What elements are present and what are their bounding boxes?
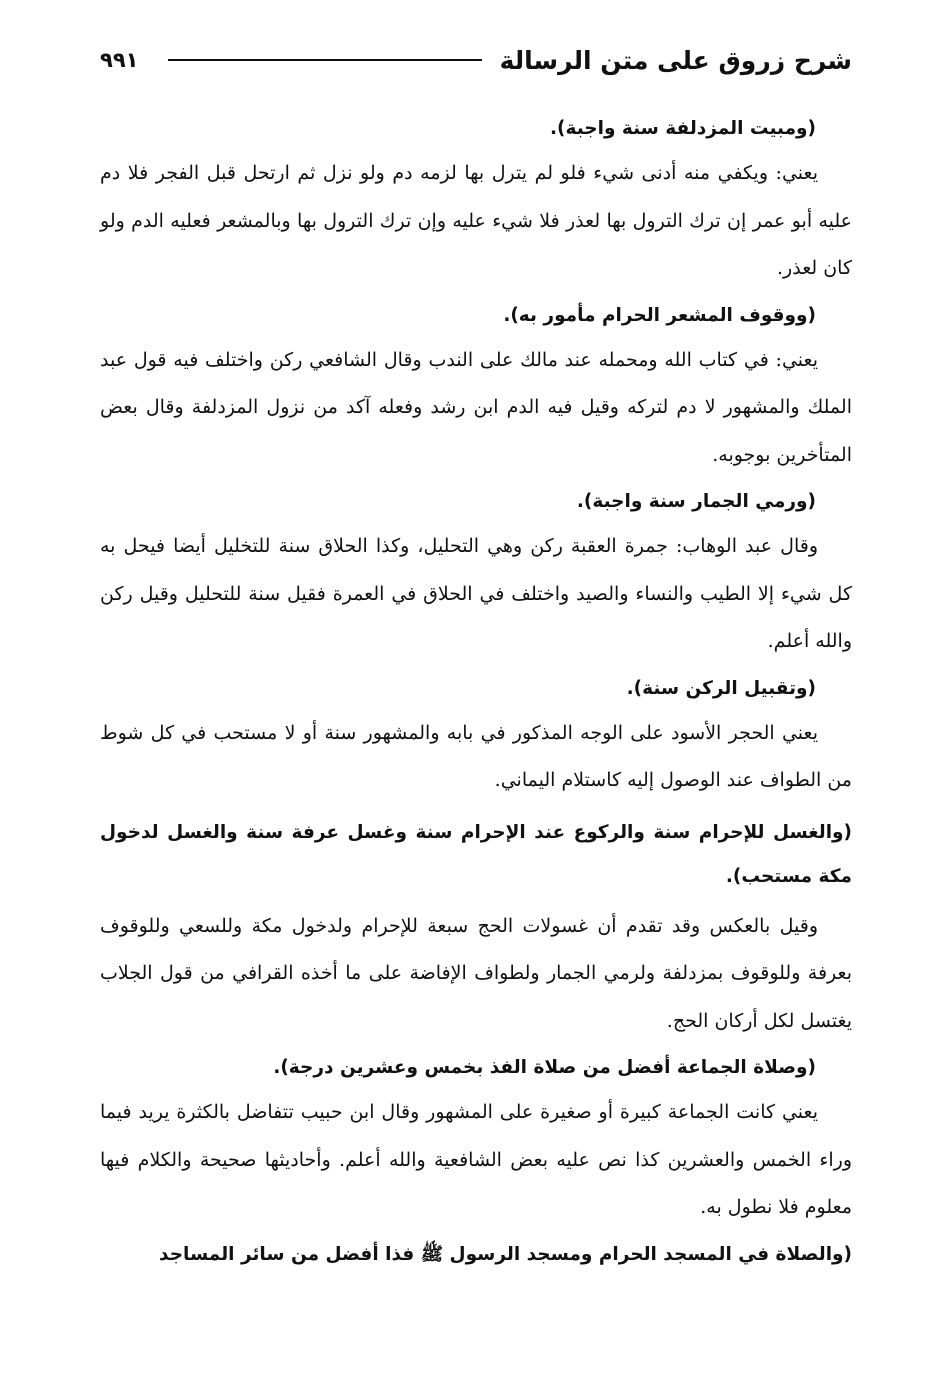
commentary-paragraph: يعني: ويكفي منه أدنى شيء فلو لم يترل بها لزمه دم ولو نزل ثم ارتحل قبل الفجر فلا دم عليه أبو عمر إن ترك الترول بها لعذر فلا شيء عليه وإن ترك الترول بها وبالمشعر فعليه الدم ولو كان لعذر.: [100, 162, 852, 279]
commentary-paragraph: يعني كانت الجماعة كبيرة أو صغيرة على المشهور وقال ابن حبيب تتفاضل بالكثرة يريد فيما وراء الخمس والعشرين كذا نص عليه بعض الشافعية والله أعلم. وأحاديثها صحيحة والكلام فيها معلوم فلا نطول به.: [100, 1101, 852, 1218]
page-body: [100, 112, 852, 1272]
matn-heading: (ومبيت المزدلفة سنة واجبة).: [550, 118, 816, 139]
commentary-paragraph: يعني الحجر الأسود على الوجه المذكور في بابه والمشهور سنة أو لا مستحب في كل شوط من الطواف عند الوصول إليه كاستلام اليماني.: [100, 721, 852, 791]
matn-heading: (وصلاة الجماعة أفضل من صلاة الفذ بخمس وعشرين درجة).: [273, 1057, 816, 1078]
matn-heading: (وتقبيل الركن سنة).: [626, 677, 816, 699]
book-title: شرح زروق على متن الرسالة: [499, 45, 852, 75]
matn-heading: (ورمي الجمار سنة واجبة).: [576, 491, 816, 512]
matn-heading: (والغسل للإحرام سنة والركوع عند الإحرام سنة وغسل عرفة سنة والغسل لدخول مكة مستحب).: [100, 821, 852, 887]
commentary-paragraph: يعني: في كتاب الله ومحمله عند مالك على الندب وقال الشافعي ركن واختلف فيه قول عبد الملك والمشهور لا دم لتركه وقيل فيه الدم ابن رشد وفعله آكد من نزول المزدلفة وقال بعض المتأخرين بوجوبه.: [100, 348, 852, 466]
commentary-paragraph: وقيل بالعكس وقد تقدم أن غسولات الحج سبعة للإحرام ولدخول مكة وللسعي وللوقوف بعرفة وللوقوف بمزدلفة ولرمي الجمار ولطواف الإفاضة على ما أخذه القرافي من قول الجلاب يغتسل لكل أركان الحج.: [100, 914, 852, 1032]
running-header: [100, 38, 852, 82]
header-rule: [168, 59, 481, 61]
commentary-paragraph: وقال عبد الوهاب: جمرة العقبة ركن وهي التحليل، وكذا الحلاق سنة للتخليل أيضا فيحل به كل شيء إلا الطيب والنساء والصيد واختلف في الحلاق في العمرة فقيل سنة للتحليل وقيل ركن والله أعلم.: [100, 535, 852, 652]
matn-heading: (ووقوف المشعر الحرام مأمور به).: [503, 304, 816, 326]
matn-heading: (والصلاة في المسجد الحرام ومسجد الرسول ﷺ فذا أفضل من سائر المساجد: [159, 1243, 852, 1265]
book-page: [100, 38, 852, 1358]
page-number: ٩٩١: [100, 48, 139, 72]
